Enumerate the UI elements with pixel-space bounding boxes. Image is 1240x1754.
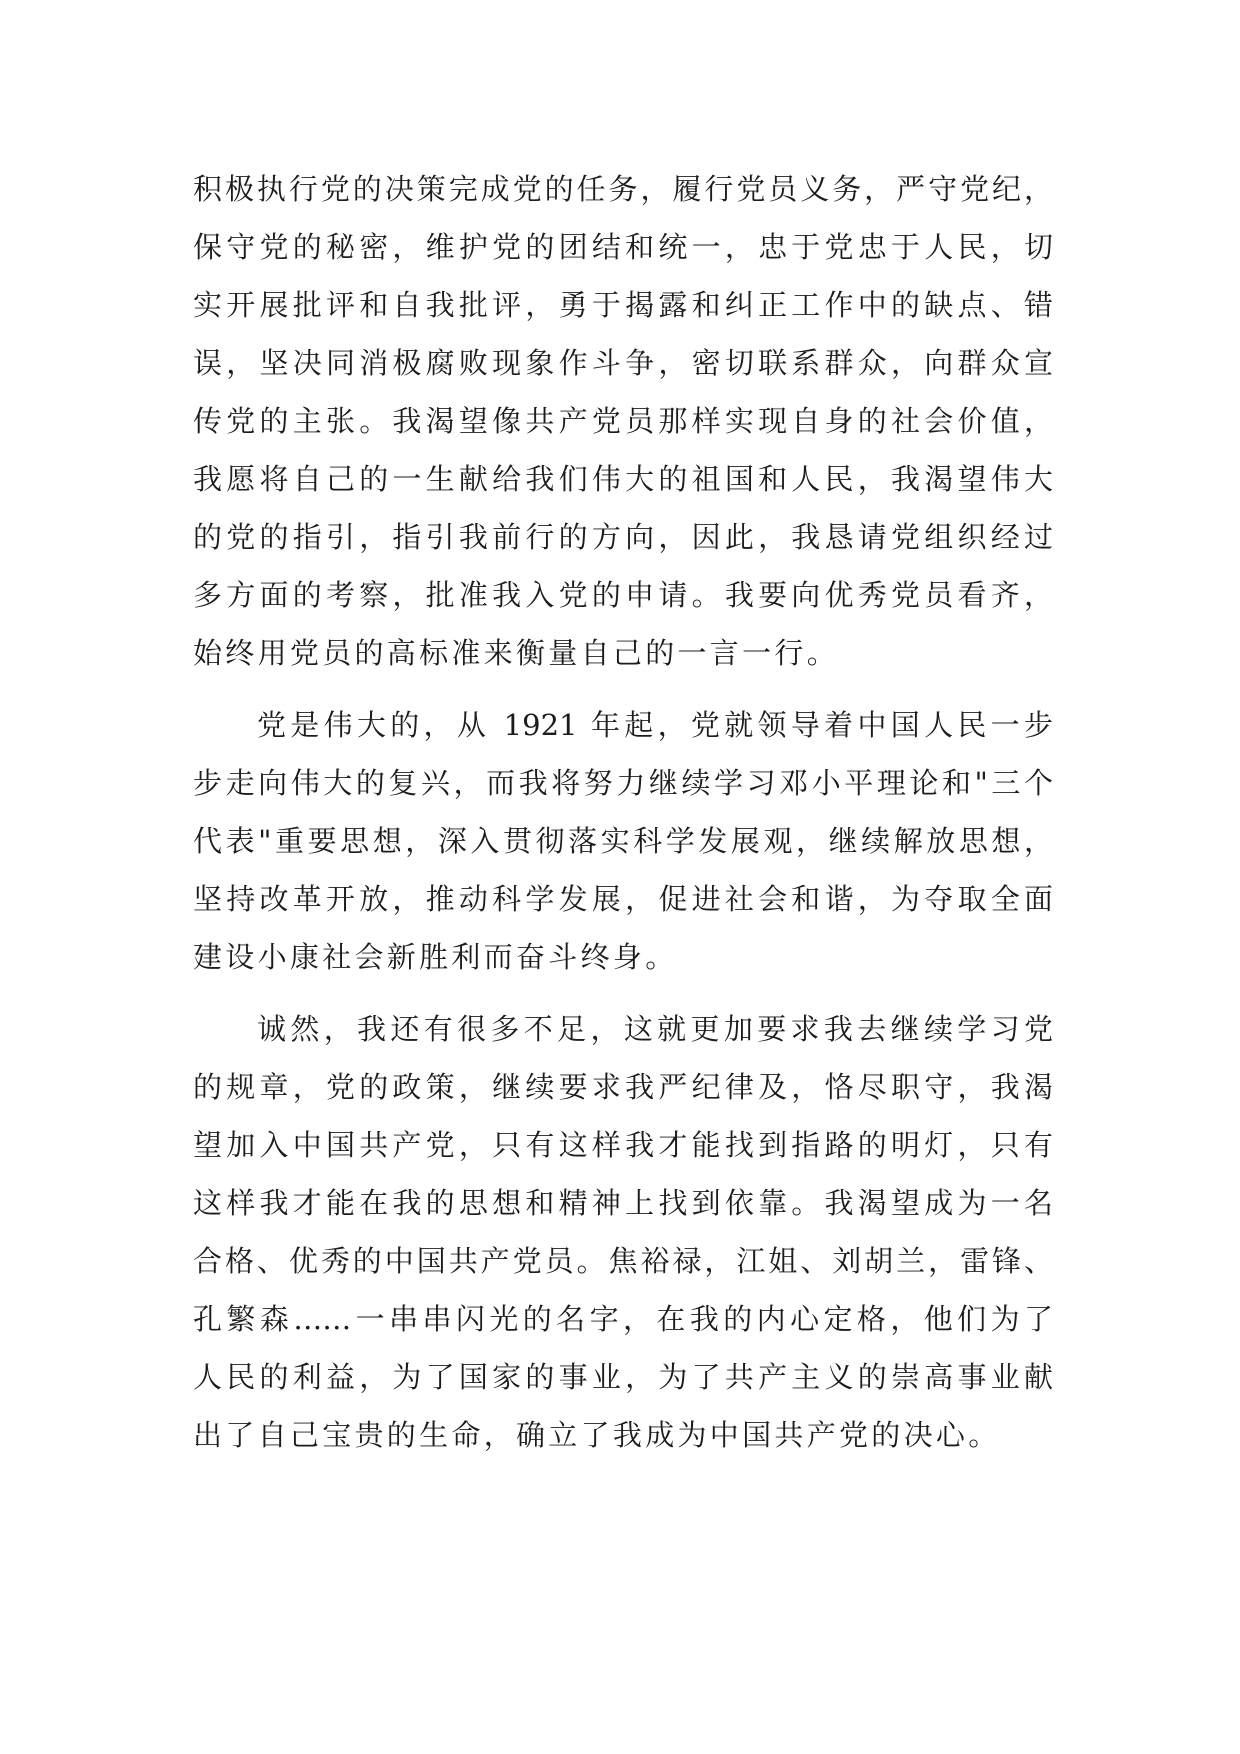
text-line: 步走向伟大的复兴，而我将努力继续学习邓小平理论和"三个: [193, 766, 1053, 800]
paragraph-1: [193, 160, 1053, 682]
paragraph-3: [193, 1000, 1053, 1464]
text-line: 的党的指引，指引我前行的方向，因此，我恳请党组织经过: [193, 520, 1053, 554]
text-line: 代表"重要思想，深入贯彻落实科学发展观，继续解放思想，: [193, 824, 1053, 858]
text-line: 孔繁森……一串串闪光的名字，在我的内心定格，他们为了: [193, 1302, 1053, 1336]
text-line: 这样我才能在我的思想和精神上找到依靠。我渴望成为一名: [193, 1186, 1053, 1220]
text-line: 多方面的考察，批准我入党的申请。我要向优秀党员看齐，: [193, 578, 1053, 612]
text-line: 我愿将自己的一生献给我们伟大的祖国和人民，我渴望伟大: [193, 462, 1053, 496]
text-line: 传党的主张。我渴望像共产党员那样实现自身的社会价值，: [193, 404, 1053, 438]
document-body: [193, 160, 1053, 1464]
text-line: 望加入中国共产党，只有这样我才能找到指路的明灯，只有: [193, 1128, 1053, 1162]
text-line: 诚然，我还有很多不足，这就更加要求我去继续学习党: [257, 1012, 1053, 1046]
text-line: 出了自己宝贵的生命，确立了我成为中国共产党的决心。: [193, 1418, 1001, 1452]
text-line: 始终用党员的高标准来衡量自己的一言一行。: [193, 636, 840, 670]
text-line: 实开展批评和自我批评，勇于揭露和纠正工作中的缺点、错: [193, 288, 1053, 322]
text-line: 积极执行党的决策完成党的任务，履行党员义务，严守党纪，: [193, 172, 1053, 206]
text-line: 建设小康社会新胜利而奋斗终身。: [193, 940, 678, 974]
text-line: 误，坚决同消极腐败现象作斗争，密切联系群众，向群众宣: [193, 346, 1053, 380]
text-line: 合格、优秀的中国共产党员。焦裕禄，江姐、刘胡兰，雷锋、: [193, 1244, 1053, 1278]
text-line: 坚持改革开放，推动科学发展，促进社会和谐，为夺取全面: [193, 882, 1053, 916]
text-line: 党是伟大的，从 1921 年起，党就领导着中国人民一步: [257, 708, 1053, 742]
text-line: 保守党的秘密，维护党的团结和统一，忠于党忠于人民，切: [193, 230, 1053, 264]
text-line: 人民的利益，为了国家的事业，为了共产主义的崇高事业献: [193, 1360, 1053, 1394]
text-line: 的规章，党的政策，继续要求我严纪律及，恪尽职守，我渴: [193, 1070, 1053, 1104]
paragraph-2: [193, 696, 1053, 986]
